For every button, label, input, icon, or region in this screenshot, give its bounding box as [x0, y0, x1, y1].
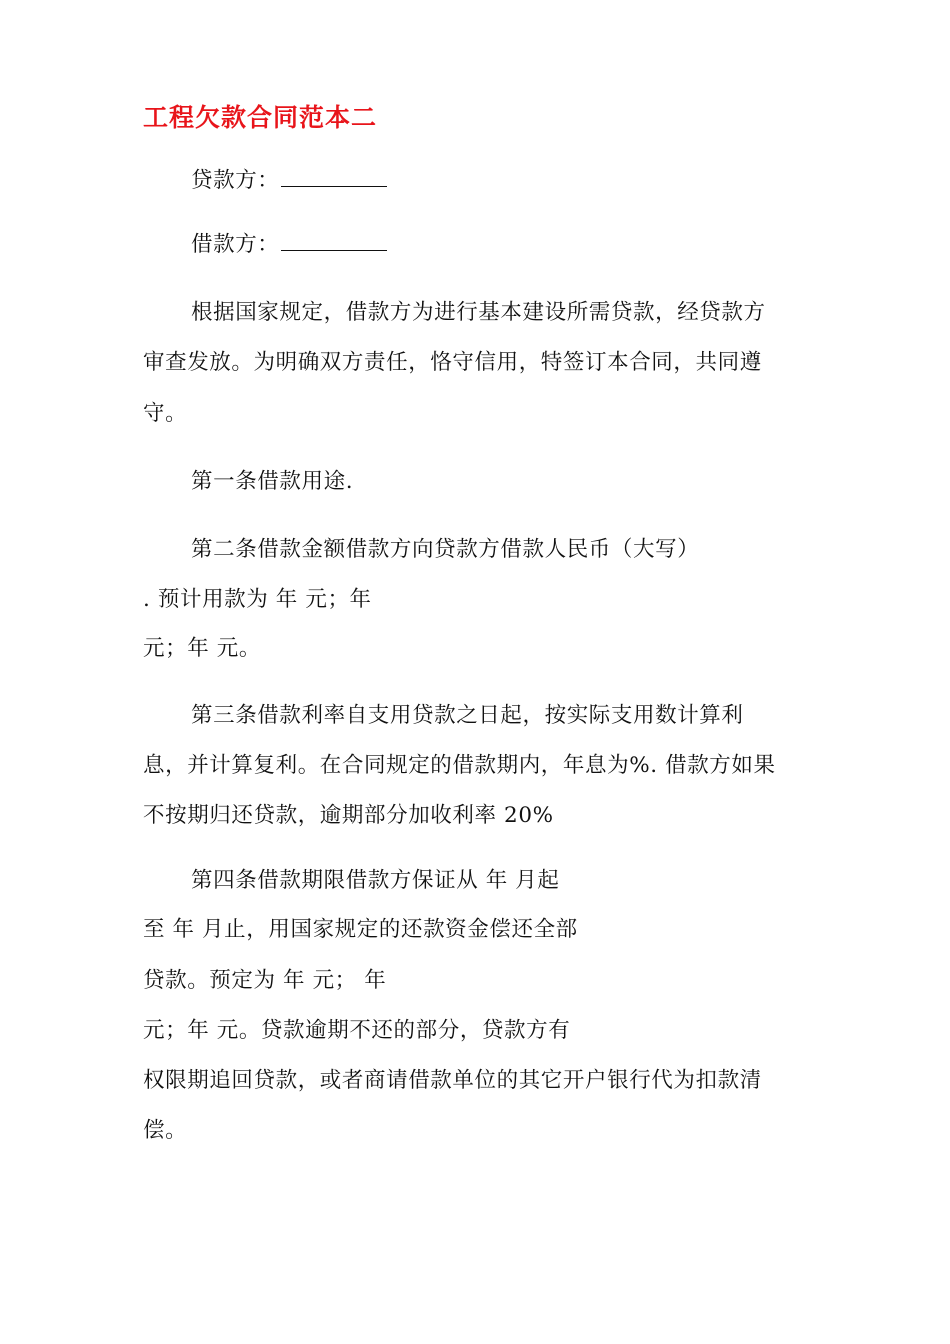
body-line: 息，并计算复利。在合同规定的借款期内，年息为%. 借款方如果: [143, 753, 776, 778]
body-line: 守。: [143, 401, 188, 426]
body-line: . 预计用款为 年 元；年: [143, 587, 372, 612]
document-title: 工程欠款合同范本二: [143, 103, 378, 132]
lender-line: [191, 166, 387, 196]
lender-blank: [281, 168, 387, 187]
lender-label: 贷款方：: [191, 168, 280, 193]
borrower-label: 借款方：: [191, 232, 280, 257]
body-line: 偿。: [143, 1118, 188, 1143]
borrower-line: [191, 230, 387, 260]
body-line: 根据国家规定，借款方为进行基本建设所需贷款，经贷款方: [191, 300, 766, 325]
body-line: 元；年 元。贷款逾期不还的部分，贷款方有: [143, 1018, 571, 1043]
body-line: 贷款。预定为 年 元； 年: [143, 968, 387, 993]
borrower-blank: [281, 232, 387, 251]
body-line: 权限期追回贷款，或者商请借款单位的其它开户银行代为扣款清: [143, 1068, 762, 1093]
clause-3: 第三条借款利率自支用贷款之日起，按实际支用数计算利: [191, 703, 744, 728]
clause-1: 第一条借款用途.: [191, 469, 354, 494]
clause-2: 第二条借款金额借款方向贷款方借款人民币（大写）: [191, 537, 700, 562]
body-line: 至 年 月止，用国家规定的还款资金偿还全部: [143, 917, 578, 942]
body-line: 审查发放。为明确双方责任，恪守信用，特签订本合同，共同遵: [143, 350, 762, 375]
clause-4: 第四条借款期限借款方保证从 年 月起: [191, 868, 560, 893]
body-line: 不按期归还贷款，逾期部分加收利率 20%: [143, 803, 554, 828]
body-line: 元；年 元。: [143, 636, 261, 661]
